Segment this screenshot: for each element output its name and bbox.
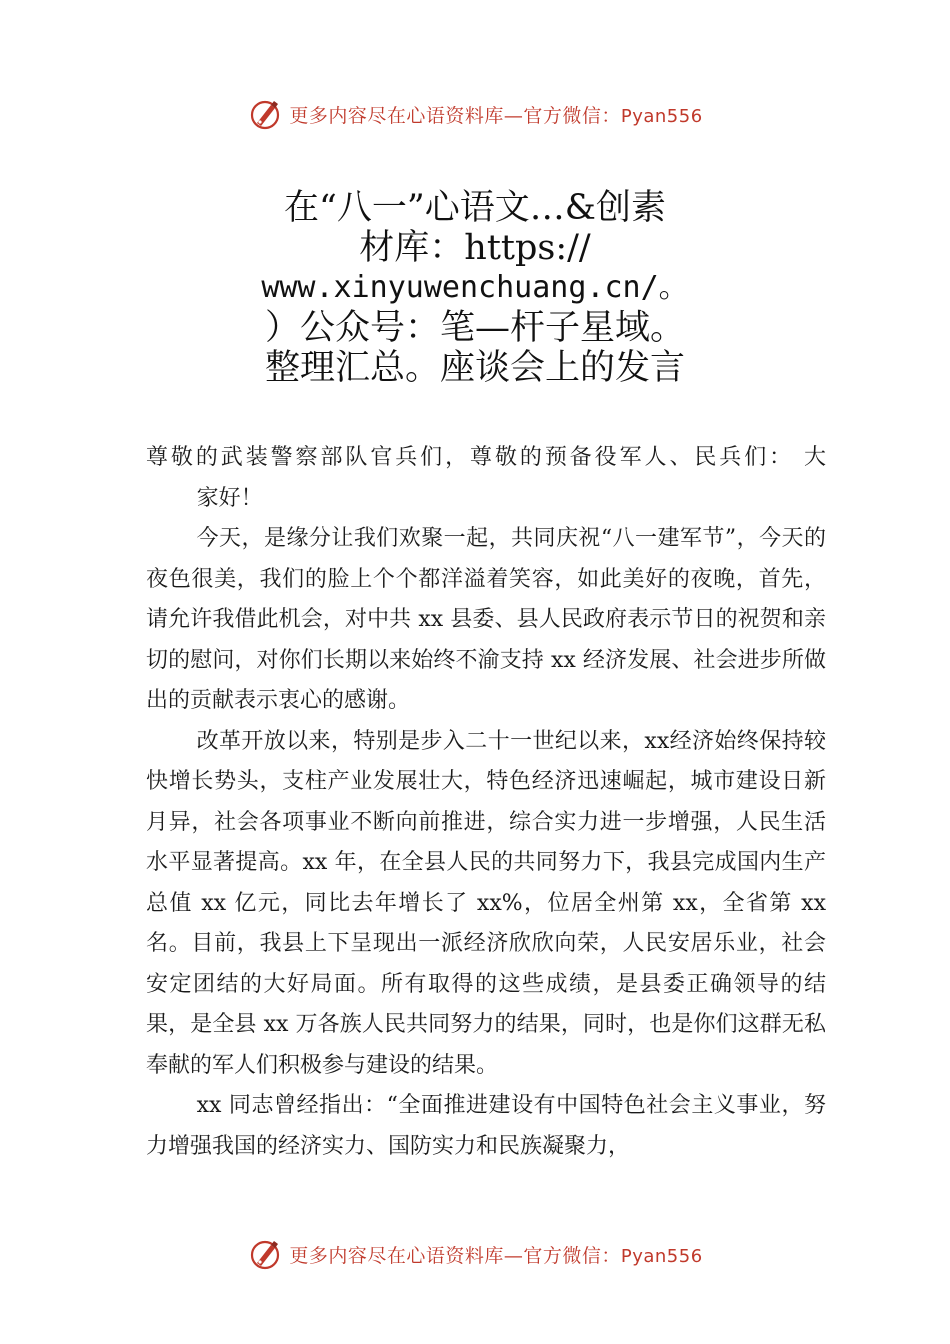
title-line-4: ）公众号：笔—杆子星域。 <box>264 308 685 348</box>
document-body <box>146 438 826 1167</box>
banner-text <box>289 1241 702 1268</box>
banner-wechat-id: Pyan556 <box>620 105 703 127</box>
title-line-1: 在“八一”心语文…&创素 <box>284 188 666 228</box>
footer-banner <box>0 1234 950 1274</box>
banner-slogan: 更多内容尽在心语资料库—官方微信： <box>289 104 621 127</box>
paragraph-3: xx 同志曾经指出：“全面推进建设有中国特色社会主义事业，努力增强我国的经济实力、国防实力和民族凝聚力， <box>146 1093 826 1159</box>
document-title <box>150 188 800 388</box>
paragraph-2: 改革开放以来，特别是步入二十一世纪以来，xx经济始终保持较快增长势头，支柱产业发展壮大，特色经济迅速崛起，城市建设日新月异，社会各项事业不断向前推进，综合实力进一步增强，人民生活水平显著提高。xx 年，在全县人民的共同努力下，我县完成国内生产总值 xx 亿元，同比去年增长了 xx%，位居全州第 xx，全省第 xx 名。目前，我县上下呈现出一派经济欣欣向荣，人民安居乐业，社会安定团结的大好局面。所有取得的这些成绩，是县委正确领导的结果，是全县 xx 万各族人民共同努力的结果，同时，也是你们这群无私奉献的军人们积极参与建设的结果。 <box>146 728 826 1078</box>
pen-nib-logo-icon <box>247 1236 283 1272</box>
banner-wechat-id: Pyan556 <box>620 1245 703 1267</box>
banner-slogan: 更多内容尽在心语资料库—官方微信： <box>289 1244 621 1267</box>
paragraph-1: 今天，是缘分让我们欢聚一起，共同庆祝“八一建军节”，今天的夜色很美，我们的脸上个个都洋溢着笑容，如此美好的夜晚，首先，请允许我借此机会，对中共 xx 县委、县人民政府表示节日的祝贺和亲切的慰问，对你们长期以来始终不渝支持 xx 经济发展、社会进步所做出的贡献表示衷心的感谢。 <box>146 526 826 713</box>
title-line-3: www.xinyuwenchuang.cn/。 <box>261 270 689 305</box>
greeting: 家好！ <box>196 485 263 511</box>
banner-text <box>289 101 702 128</box>
pen-nib-logo-icon <box>247 96 283 132</box>
salutation: 尊敬的武装警察部队官兵们，尊敬的预备役军人、民兵们： 大 <box>146 445 826 470</box>
header-banner <box>0 94 950 134</box>
title-line-2: 材库：https:// <box>359 228 591 268</box>
title-line-5: 整理汇总。座谈会上的发言 <box>264 348 685 388</box>
